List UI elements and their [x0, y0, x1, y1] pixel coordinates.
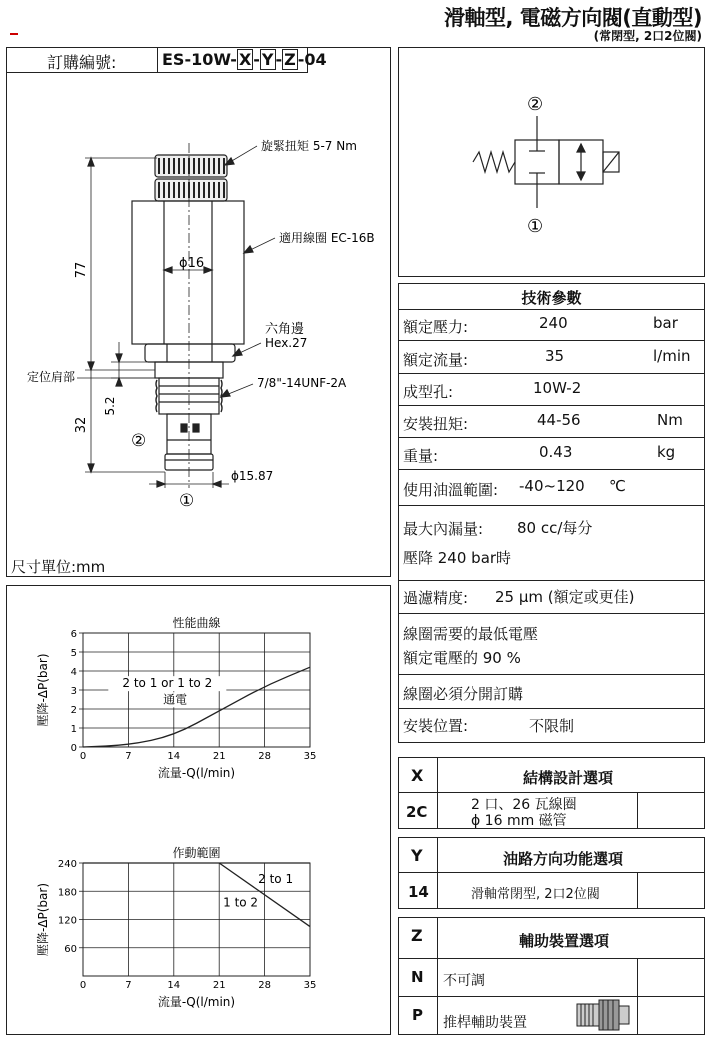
y-tick-label: 60 [64, 943, 77, 955]
y-tick-label: 5 [70, 648, 77, 659]
x-tick-label: 21 [212, 980, 226, 991]
y-tick-label: 180 [57, 887, 77, 899]
torque-spec-label: 安裝扭矩: [403, 415, 469, 433]
option-z-key: Z [411, 926, 423, 945]
temp-unit: ℃ [609, 477, 626, 495]
hex-label-1: 六角邊 [265, 322, 305, 337]
order-code-label: 訂購編號: [47, 53, 117, 72]
order-z: Z [284, 50, 296, 69]
filter-value: 25 μm (額定或更佳) [495, 588, 635, 606]
flow-label: 額定流量: [403, 351, 469, 369]
coil-label: 適用線圈 EC-16B [279, 231, 375, 245]
pressure-unit: bar [653, 314, 678, 332]
port1-label: ① [179, 491, 195, 511]
option-z-desc-p: 推桿輔助裝置 [443, 1015, 527, 1031]
option-x-code: 2C [406, 803, 428, 821]
option-z-desc-n: 不可調 [443, 973, 485, 989]
x-tick-label: 7 [125, 980, 132, 991]
dia1587-label: ϕ15.87 [231, 469, 274, 483]
x-tick-label: 21 [212, 751, 226, 762]
flow-unit: l/min [653, 347, 691, 365]
y-tick-label: 0 [70, 743, 77, 754]
option-z-code-p: P [412, 1006, 423, 1024]
x-tick-label: 7 [125, 751, 132, 762]
y-tick-label: 3 [70, 686, 77, 697]
temp-value: -40~120 [519, 477, 585, 495]
x-tick-label: 0 [79, 751, 87, 762]
hydraulic-symbol [399, 48, 704, 276]
knurl-nut-bottom [155, 179, 227, 201]
mount-value: 不限制 [529, 717, 575, 735]
mount-label: 安裝位置: [403, 717, 469, 735]
filter-label: 過濾精度: [403, 589, 469, 607]
dia16-label: ϕ16 [179, 256, 205, 271]
dim-32: 32 [74, 416, 89, 434]
annotation-energized: 通電 [163, 692, 188, 707]
x-tick-label: 0 [79, 980, 87, 991]
annotation-1to2: 1 to 2 [223, 895, 259, 910]
option-y-key: Y [411, 846, 423, 865]
option-z-table [398, 917, 705, 1035]
x-tick-label: 14 [167, 751, 181, 762]
weight-label: 重量: [403, 447, 439, 465]
spec-heading: 技術參數 [521, 289, 582, 307]
operating-range-chart [36, 845, 316, 1009]
option-z-code-n: N [411, 968, 424, 986]
y-tick-label: 1 [70, 724, 77, 735]
cavity-label: 成型孔: [403, 383, 454, 401]
weight-unit: kg [657, 443, 676, 461]
order-dash2: - [275, 50, 283, 69]
page-subtitle: (常閉型, 2口2位閥) [593, 29, 702, 43]
torque-spec-value: 44-56 [537, 411, 581, 429]
order-x: X [238, 50, 252, 69]
x-axis-label: 流量-Q(l/min) [157, 766, 236, 780]
leak-label: 最大內漏量: [403, 520, 484, 538]
leak-condition: 壓降 240 bar時 [403, 549, 512, 567]
option-y-table [398, 837, 705, 909]
spring-icon [473, 152, 515, 172]
coil-voltage-1: 線圈需要的最低電壓 [403, 625, 539, 643]
thread-label: 7/8"-14UNF-2A [257, 376, 347, 390]
pressure-value: 240 [539, 314, 568, 332]
y-tick-label: 240 [57, 859, 77, 870]
symbol-port2: ② [527, 94, 544, 115]
x-tick-label: 35 [303, 980, 317, 991]
order-dash1: - [253, 50, 260, 69]
page-title: 滑軸型, 電磁方向閥(直動型) [444, 6, 702, 30]
x-axis-label: 流量-Q(l/min) [157, 995, 236, 1009]
chart-title: 性能曲線 [172, 616, 221, 630]
option-x-desc-1: 2 口、26 瓦線圈 [471, 797, 577, 813]
x-tick-label: 14 [167, 980, 181, 991]
temp-label: 使用油溫範圍: [403, 481, 499, 499]
flow-value: 35 [545, 347, 565, 365]
knurl-nut-top [155, 155, 227, 177]
coil-voltage-2: 額定電壓的 90 % [403, 649, 521, 667]
annotation-2to1: 2 to 1 [258, 871, 294, 886]
spec-panel [398, 283, 705, 743]
order-suffix: -04 [297, 50, 327, 69]
option-z-heading: 輔助裝置選項 [519, 932, 610, 950]
y-tick-label: 120 [57, 915, 77, 927]
option-y-heading: 油路方向功能選項 [503, 850, 624, 868]
cavity-value: 10W-2 [533, 379, 582, 397]
performance-chart [36, 615, 316, 780]
y-tick-label: 6 [70, 629, 77, 640]
y-tick-label: 2 [70, 705, 77, 716]
y-tick-label: 4 [70, 667, 77, 678]
dim-5-2: 5.2 [103, 396, 117, 416]
leak-value: 80 cc/每分 [517, 519, 593, 537]
x-tick-label: 28 [258, 751, 271, 762]
order-y: Y [261, 50, 274, 69]
order-prefix: ES-10W- [162, 50, 237, 69]
push-rod-icon [575, 998, 631, 1032]
valve-drawing [7, 48, 390, 576]
weight-value: 0.43 [539, 443, 573, 461]
x-tick-label: 35 [303, 751, 317, 762]
hex-nut [145, 344, 235, 362]
drawing-panel [6, 47, 391, 577]
unit-label: 尺寸單位:mm [11, 558, 106, 576]
option-x-key: X [411, 766, 424, 785]
torque-spec-unit: Nm [657, 411, 683, 429]
symbol-panel [398, 47, 705, 277]
option-x-table [398, 757, 705, 829]
dim-77: 77 [74, 261, 89, 279]
y-axis-label: 壓降-ΔP(bar) [36, 882, 50, 957]
option-x-heading: 結構設計選項 [523, 769, 614, 787]
port2-label: ② [131, 431, 147, 451]
pressure-label: 額定壓力: [403, 318, 469, 336]
y-axis-label: 壓降-ΔP(bar) [36, 653, 50, 727]
option-y-code: 14 [408, 883, 429, 901]
option-y-desc: 滑軸常閉型, 2口2位閥 [471, 887, 600, 902]
coil-tube [132, 201, 244, 344]
hex-label-2: Hex.27 [265, 336, 308, 350]
symbol-port1: ① [527, 216, 544, 237]
charts-svg [7, 586, 390, 1034]
option-x-desc-2: ϕ 16 mm 磁管 [471, 813, 567, 829]
annotation-2to1-or-1to2: 2 to 1 or 1 to 2 [122, 676, 213, 691]
torque-label: 旋緊扭矩 5-7 Nm [261, 139, 357, 153]
chart-title: 作動範圍 [172, 846, 221, 860]
x-tick-label: 28 [258, 980, 271, 991]
corner-mark [10, 33, 18, 35]
shoulder-label: 定位肩部 [27, 370, 76, 384]
coil-order-note: 線圈必須分開訂購 [403, 685, 524, 703]
charts-panel [6, 585, 391, 1035]
